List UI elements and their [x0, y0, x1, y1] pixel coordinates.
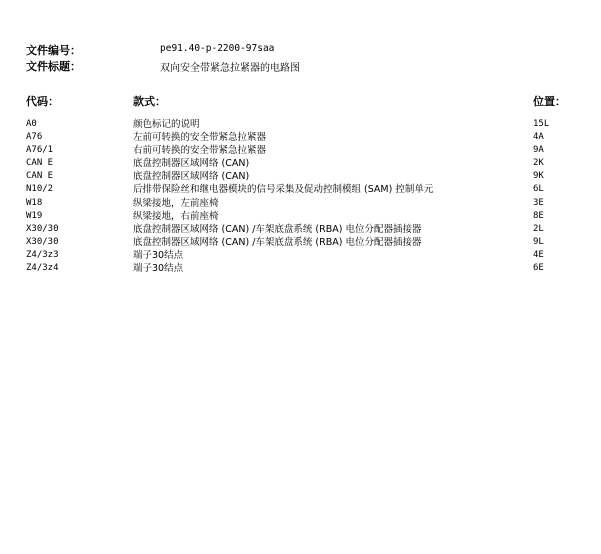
doc-title-value: 双向安全带紧急拉紧器的电路图	[160, 63, 300, 74]
table-row	[0, 197, 601, 210]
component-position: 2L	[533, 223, 544, 234]
component-code: Z4/3z3	[26, 249, 59, 260]
component-table	[0, 118, 601, 275]
component-position: 2K	[533, 158, 544, 169]
position-column-header: 位置：	[533, 95, 566, 108]
component-code: W19	[26, 210, 43, 221]
component-position: 9A	[533, 145, 544, 156]
table-row	[0, 249, 601, 262]
component-description: 端子30结点	[133, 263, 184, 275]
component-position: 4E	[533, 249, 544, 260]
component-position: 9L	[533, 236, 544, 247]
component-code: A76	[26, 132, 43, 143]
component-position: 9K	[533, 171, 544, 182]
component-code: CAN E	[26, 171, 54, 182]
description-column-header: 款式：	[133, 95, 166, 108]
component-description: 颜色标记的说明	[133, 119, 200, 130]
component-description: 底盘控制器区域网络 (CAN)	[133, 171, 250, 183]
table-row	[0, 236, 601, 249]
component-code: A76/1	[26, 145, 54, 156]
doc-title-label: 文件标题：	[26, 60, 81, 73]
table-row	[0, 262, 601, 275]
table-row	[0, 157, 601, 170]
component-position: 3E	[533, 197, 544, 208]
component-description: 底盘控制器区域网络 (CAN)	[133, 158, 250, 170]
component-description: 后排带保险丝和继电器模块的信号采集及促动控制模组 (SAM) 控制单元	[133, 184, 434, 196]
table-row	[0, 223, 601, 236]
doc-number-label: 文件编号：	[26, 44, 81, 57]
component-description: 端子30结点	[133, 249, 184, 261]
table-row	[0, 170, 601, 183]
component-code: Z4/3z4	[26, 263, 59, 274]
code-column-header: 代码：	[26, 95, 59, 108]
component-position: 4A	[533, 132, 544, 143]
component-description: 纵梁接地，左前座椅	[133, 197, 219, 209]
component-position: 6L	[533, 184, 544, 195]
component-description: 左前可转换的安全带紧急拉紧器	[133, 132, 267, 144]
component-description: 底盘控制器区域网络 (CAN) /车架底盘系统 (RBA) 电位分配器插接器	[133, 236, 422, 248]
table-row	[0, 210, 601, 223]
table-row	[0, 118, 601, 131]
component-position: 8E	[533, 210, 544, 221]
table-row	[0, 144, 601, 157]
component-code: CAN E	[26, 158, 54, 169]
component-code: N10/2	[26, 184, 54, 195]
table-row	[0, 131, 601, 144]
component-description: 纵梁接地，右前座椅	[133, 210, 219, 222]
doc-number-value: pe91.40-p-2200-97saa	[160, 43, 275, 54]
component-code: X30/30	[26, 236, 59, 247]
component-description: 底盘控制器区域网络 (CAN) /车架底盘系统 (RBA) 电位分配器插接器	[133, 223, 422, 235]
component-code: X30/30	[26, 223, 59, 234]
table-row	[0, 183, 601, 196]
component-position: 15L	[533, 119, 550, 129]
component-position: 6E	[533, 263, 544, 274]
component-code: A0	[26, 119, 37, 129]
component-code: W18	[26, 197, 43, 208]
component-description: 右前可转换的安全带紧急拉紧器	[133, 145, 267, 157]
